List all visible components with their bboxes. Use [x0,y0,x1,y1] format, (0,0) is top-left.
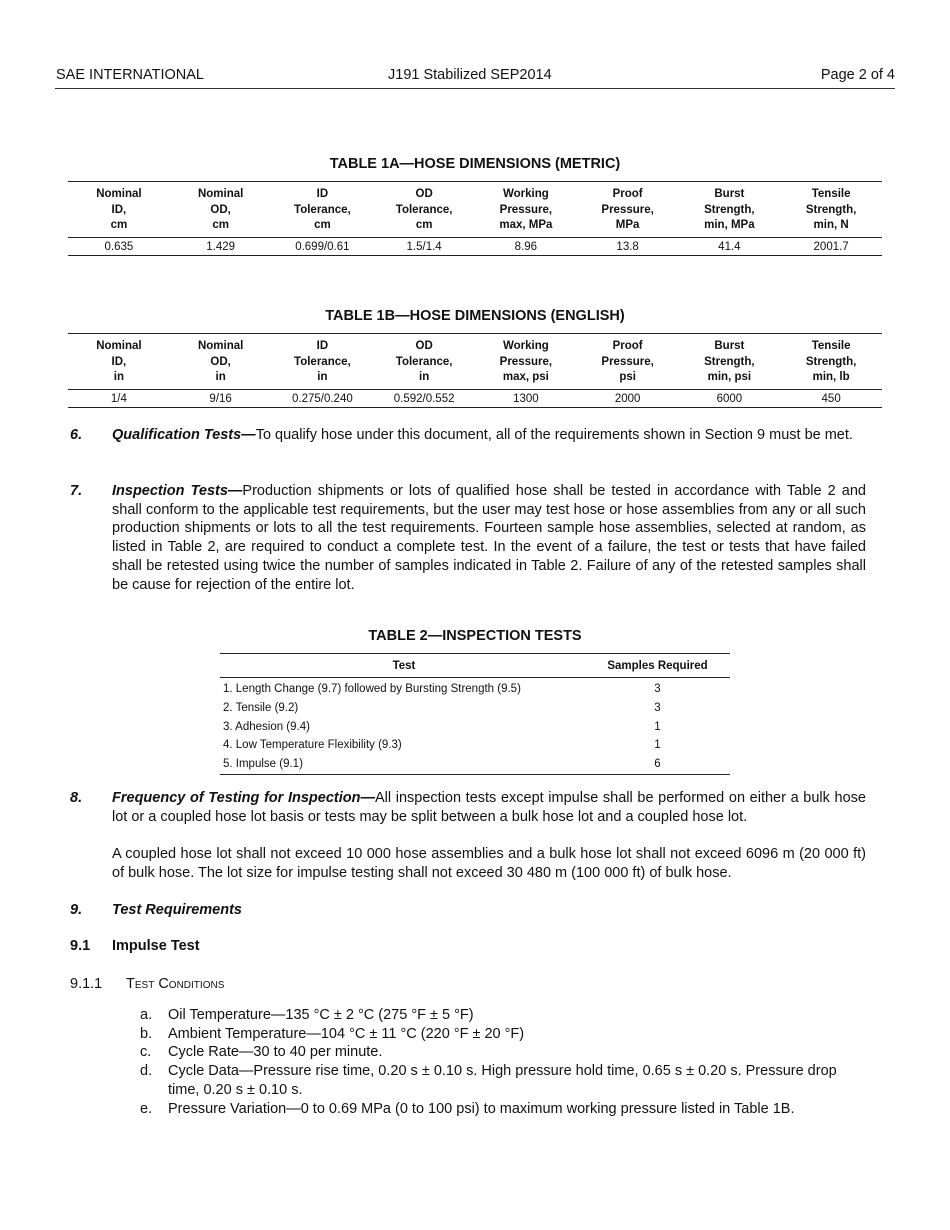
col-header: Working Pressure, max, psi [499,340,553,383]
table-cell: 2001.7 [813,240,849,253]
table-row [220,755,730,774]
table-row [220,678,730,699]
section-number: 9. [70,902,83,918]
table-cell: 1300 [513,392,539,405]
table-cell: 450 [821,392,841,405]
table-cell: 1.5/1.4 [406,240,442,253]
col-header: Burst Strength, min, psi [704,340,755,383]
table-cell: 0.592/0.552 [393,392,455,405]
col-header-test: Test [392,660,416,672]
col-header: ID Tolerance, in [294,340,351,383]
section-title: Impulse Test [112,938,200,954]
section-6 [70,426,866,445]
test-conditions-list [140,1006,866,1118]
page-header [55,66,895,89]
table-1a [68,181,882,256]
col-header: Proof Pressure, psi [601,340,654,383]
col-header: OD Tolerance, in [395,340,453,383]
col-header: OD Tolerance, cm [395,188,453,231]
section-9-1-1-heading [70,976,225,992]
table-header-row [68,182,882,238]
section-title: Qualification Tests— [112,427,256,443]
table-cell: 41.4 [718,240,741,253]
table-cell: 8.96 [514,240,538,253]
table-cell: 0.275/0.240 [291,392,353,405]
section-title: Test Requirements [112,902,242,918]
section-8 [70,789,866,826]
table-row [68,389,882,407]
list-marker: d. [140,1063,153,1080]
table-header-row [220,654,730,678]
test-cell: 2. Tensile (9.2) [223,701,299,714]
section-9-1-heading [70,938,200,954]
list-item-text: Ambient Temperature—104 °C ± 11 °C (220 °F ± 20 °F) [168,1025,525,1042]
table-1b [68,333,882,408]
test-cell: 3. Adhesion (9.4) [223,720,310,733]
col-header: Nominal ID, cm [96,188,142,231]
test-cell: 1. Length Change (9.7) followed by Bursting Strength (9.5) [223,683,521,695]
col-header-samples: Samples Required [607,660,708,672]
table-cell: 2000 [614,392,641,405]
list-item [140,1043,866,1062]
col-header: Nominal OD, in [197,340,244,383]
section-text: To qualify hose under this document, all of the requirements shown in Section 9 must be met. [255,427,853,443]
samples-cell: 3 [654,701,661,714]
col-header: ID Tolerance, cm [294,188,351,231]
section-title: Inspection Tests— [112,483,243,499]
col-header: Burst Strength, min, MPa [704,188,755,231]
col-header: Nominal ID, in [96,340,142,383]
section-text: All inspection tests except impulse shall be performed on either a bulk hose lot or a coupled hose lot basis or tests may be split between a bulk hose lot and a coupled hose lot. [112,790,866,825]
section-number: 9.1 [70,938,91,954]
section-title: Frequency of Testing for Inspection— [112,790,375,806]
col-header: Working Pressure, max, MPa [499,188,553,231]
col-header: Nominal OD, cm [197,188,244,231]
list-item [140,1025,866,1044]
table-cell: 9/16 [209,392,232,405]
header-doc-id: J191 Stabilized SEP2014 [388,67,552,83]
section-number: 9.1.1 [70,976,103,992]
section-number: 8. [70,790,83,806]
section-title: Test Conditions [126,976,225,992]
list-marker: a. [140,1007,153,1023]
list-marker: c. [140,1044,152,1061]
list-marker: e. [140,1100,153,1117]
section-body [112,901,866,920]
list-item-text: Cycle Rate—30 to 40 per minute. [168,1044,383,1061]
samples-cell: 1 [654,739,661,752]
table-2-title: TABLE 2—INSPECTION TESTS [368,628,582,644]
col-header: Tensile Strength, min, lb [805,340,857,383]
test-cell: 4. Low Temperature Flexibility (9.3) [223,739,402,752]
table-row [220,736,730,755]
table-cell: 0.635 [104,240,134,253]
list-item-text: Cycle Data—Pressure rise time, 0.20 s ± 0.10 s. High pressure hold time, 0.65 s ± 0.20 s. Pressure drop time, 0.20 s ± 0.10 s. [168,1063,837,1098]
list-item [140,1062,866,1099]
section-number: 6. [70,427,83,443]
test-cell: 5. Impulse (9.1) [223,758,303,771]
table-row [220,718,730,737]
list-item [140,1100,866,1119]
section-7 [70,482,866,594]
table-cell: 13.8 [616,240,639,253]
list-item-text: Oil Temperature—135 °C ± 2 °C (275 °F ± 5 °F) [168,1007,474,1023]
table-row [220,699,730,718]
section-body [112,789,866,826]
table-cell: 0.699/0.61 [295,240,350,253]
section-8-paragraph-2: A coupled hose lot shall not exceed 10 000 hose assemblies and a bulk hose lot shall not exceed 6096 m (20 000 ft) of bulk hose. The lot size for impulse testing shall not exceed 30 480 m (100 000 ft) of bulk hose. [112,846,866,881]
section-text: Production shipments or lots of qualified hose shall be tested in accordance with Table 2 and shall conform to the applicable test requirements, but the user may test hose or hose assemblies from any or all such production shipments or lots to all the test requirements. Fourteen sample hose assemblies, selected at random, as listed in Table 2, are required to conduct a complete test. In the event of a failure, the test or tests that have failed shall be retested using twice the number of samples indicated in Table 2. Failure of any of the retested samples shall be cause for rejection of the entire lot. [112,483,866,593]
table-header-row [68,334,882,390]
table-cell: 6000 [716,392,743,405]
table-cell: 1.429 [206,240,236,253]
header-page-number: Page 2 of 4 [820,67,895,83]
samples-cell: 1 [654,720,661,733]
header-org: SAE INTERNATIONAL [56,67,204,83]
table-2 [220,653,730,775]
col-header: Proof Pressure, MPa [601,188,654,231]
table-1b-title: TABLE 1B—HOSE DIMENSIONS (ENGLISH) [325,308,625,324]
samples-cell: 6 [654,758,661,771]
list-item [140,1006,866,1025]
section-body [112,482,866,594]
col-header: Tensile Strength, min, N [805,188,857,231]
samples-cell: 3 [654,683,661,695]
section-number: 7. [70,483,83,499]
section-9 [70,901,866,920]
list-marker: b. [140,1025,153,1042]
table-1a-title: TABLE 1A—HOSE DIMENSIONS (METRIC) [329,156,621,172]
table-cell: 1/4 [110,392,127,405]
list-item-text: Pressure Variation—0 to 0.69 MPa (0 to 100 psi) to maximum working pressure listed in Table 1B. [168,1100,795,1117]
table-row [68,237,882,255]
section-body [112,426,866,445]
